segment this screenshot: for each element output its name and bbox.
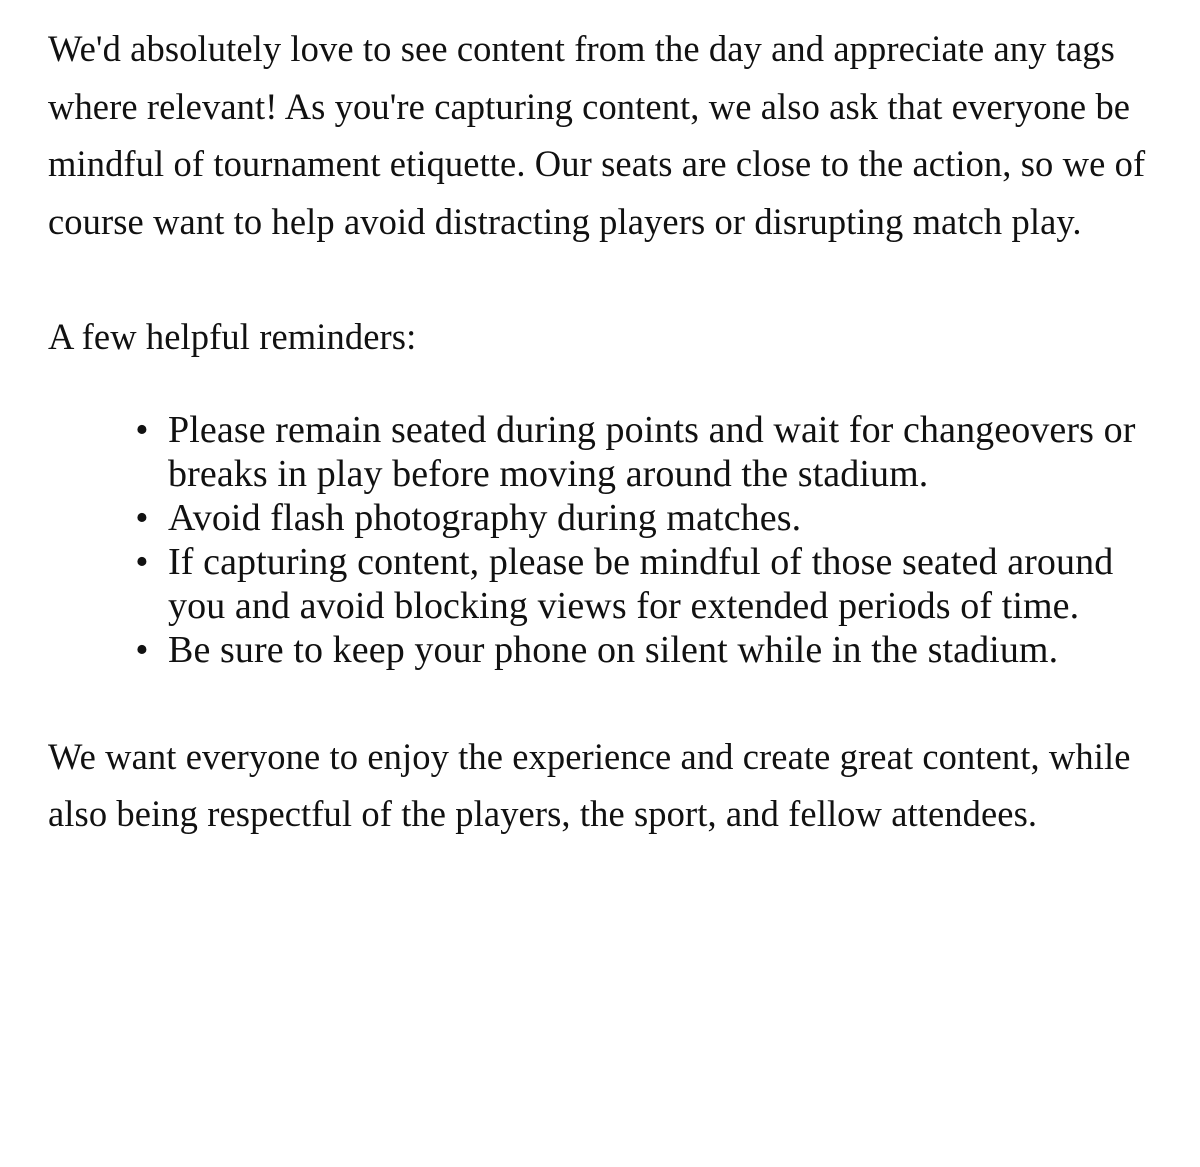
bullet-icon: [132, 496, 152, 540]
list-item-text: Avoid flash photography during matches.: [168, 496, 802, 539]
list-item: [168, 408, 1168, 496]
intro-paragraph: We'd absolutely love to see content from the day and appreciate any tags where relevant! As you're capturing content, we also ask that everyone be mindful of tournament etiquette. Our seats are close to the action, so we of course want to help avoid distracting players or disrupting match play.: [48, 28, 1146, 242]
list-item-text: Be sure to keep your phone on silent while in the stadium.: [168, 628, 1059, 671]
reminders-heading: A few helpful reminders:: [48, 316, 417, 357]
document-body: [48, 20, 1168, 843]
list-item: [168, 496, 1168, 540]
list-item: [168, 628, 1168, 672]
list-item-text: If capturing content, please be mindful of those seated around you and avoid blocking views for extended periods of time.: [168, 540, 1114, 627]
closing-paragraph: We want everyone to enjoy the experience and create great content, while also being respectful of the players, the sport, and fellow attendees.: [48, 735, 1131, 834]
bullet-icon: [132, 540, 152, 584]
bullet-icon: [132, 408, 152, 452]
reminders-list: [48, 408, 1168, 672]
list-item-text: Please remain seated during points and wait for changeovers or breaks in play before moving around the stadium.: [168, 408, 1136, 495]
bullet-icon: [132, 628, 152, 672]
list-item: [168, 540, 1168, 628]
